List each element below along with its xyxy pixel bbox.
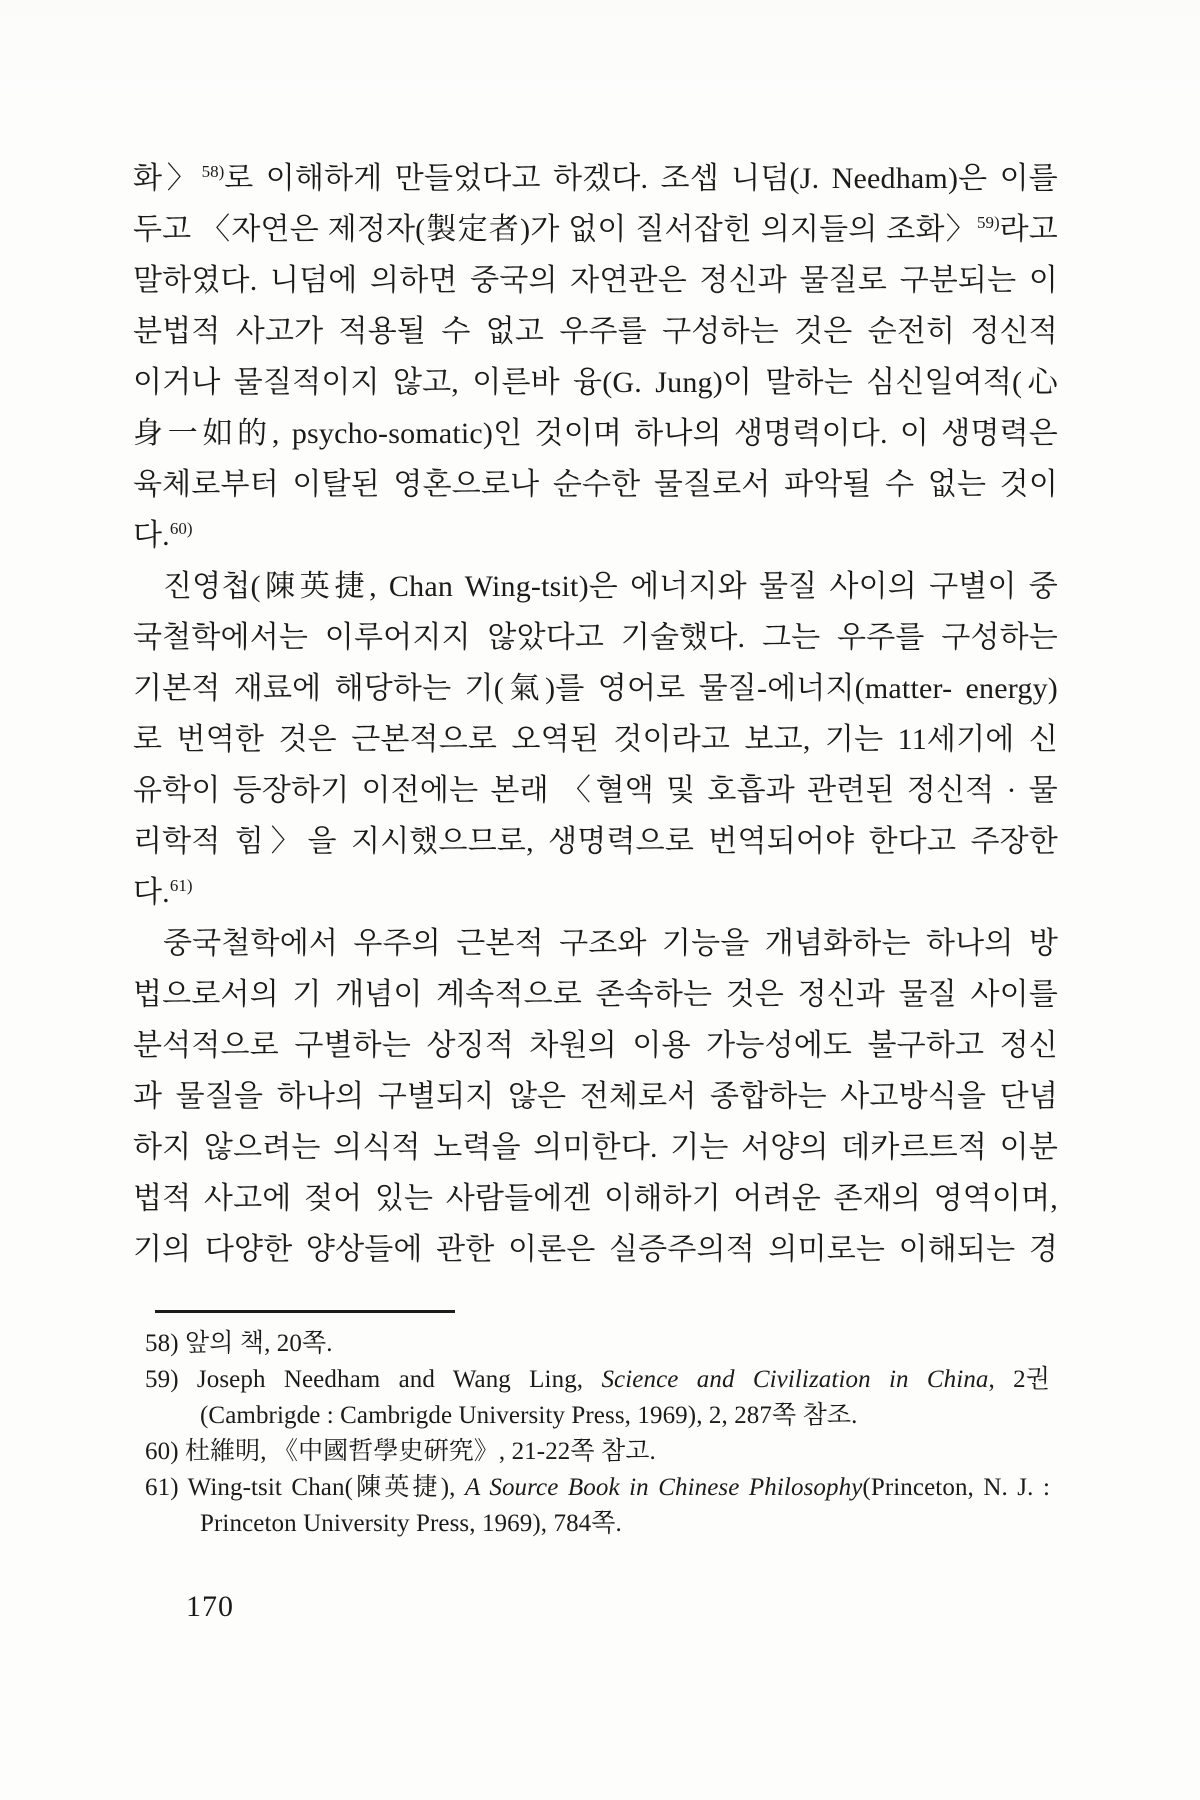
text-line: 리학적 힘〉을 지시했으므로, 생명력으로 번역되어야 한다고 주장한 — [133, 825, 1058, 858]
text-line: 다.$^{61)}$ — [133, 876, 193, 909]
text-line: 기의 다양한 양상들에 관한 이론은 실증주의적 의미로는 이해되는 경 — [133, 1233, 1058, 1266]
text-line: 다.$^{60)}$ — [133, 519, 193, 552]
text-line: 진영첩(陳英捷, Chan Wing-tsit)은 에너지와 물질 사이의 구별이 중 — [163, 570, 1058, 603]
text-line: 과 물질을 하나의 구별되지 않은 전체로서 종합하는 사고방식을 단념 — [133, 1080, 1058, 1113]
text-line: 두고 〈자연은 제정자(製定者)가 없이 질서잡힌 의지들의 조화〉$^{59)}$라고 — [133, 213, 1058, 246]
text-line: 身一如的, psycho-somatic)인 것이며 하나의 생명력이다. 이 생명력은 — [133, 417, 1058, 450]
text-line: 기본적 재료에 해당하는 기(氣)를 영어로 물질-에너지(matter- energy) — [133, 672, 1058, 705]
text-line: 국철학에서는 이루어지지 않았다고 기술했다. 그는 우주를 구성하는 — [133, 621, 1058, 654]
text-line: 59) Joseph Needham and Wang Ling, Science and Civilization in China, 2권 — [145, 1366, 1050, 1393]
body-text — [133, 153, 1058, 1275]
text-line: 육체로부터 이탈된 영혼으로나 순수한 물질로서 파악될 수 없는 것이 — [133, 468, 1058, 501]
text-line: 58) 앞의 책, 20쪽. — [145, 1330, 333, 1357]
text-line: 61) Wing-tsit Chan(陳英捷), A Source Book in Chinese Philosophy(Princeton, N. J. : — [145, 1474, 1050, 1501]
text-line: 말하였다. 니덤에 의하면 중국의 자연관은 정신과 물질로 구분되는 이 — [133, 264, 1058, 297]
text-line: 법으로서의 기 개념이 계속적으로 존속하는 것은 정신과 물질 사이를 — [133, 978, 1058, 1011]
page-number: 170 — [186, 1590, 234, 1623]
text-line: 분석적으로 구별하는 상징적 차원의 이용 가능성에도 불구하고 정신 — [133, 1029, 1058, 1062]
text-line: 중국철학에서 우주의 근본적 구조와 기능을 개념화하는 하나의 방 — [163, 927, 1058, 960]
text-line: 60) 杜維明, 《中國哲學史硏究》, 21-22쪽 참고. — [145, 1438, 656, 1465]
text-line: 분법적 사고가 적용될 수 없고 우주를 구성하는 것은 순전히 정신적 — [133, 315, 1058, 348]
text-line: 법적 사고에 젖어 있는 사람들에겐 이해하기 어려운 존재의 영역이며, — [133, 1182, 1058, 1215]
footnotes — [145, 1326, 1050, 1542]
text-line: 하지 않으려는 의식적 노력을 의미한다. 기는 서양의 데카르트적 이분 — [133, 1131, 1058, 1164]
text-line: 로 번역한 것은 근본적으로 오역된 것이라고 보고, 기는 11세기에 신 — [133, 723, 1058, 756]
text-line: 이거나 물질적이지 않고, 이른바 융(G. Jung)이 말하는 심신일여적(心 — [133, 366, 1058, 399]
text-line: (Cambrigde : Cambrigde University Press, 1969), 2, 287쪽 참조. — [200, 1402, 858, 1429]
text-line: 유학이 등장하기 이전에는 본래 〈혈액 및 호흡과 관련된 정신적 · 물 — [133, 774, 1058, 807]
footnote-separator — [155, 1310, 455, 1313]
text-line: 화〉$^{58)}$로 이해하게 만들었다고 하겠다. 조셉 니덤(J. Needham)은 이를 — [133, 162, 1058, 195]
text-line: Princeton University Press, 1969), 784쪽. — [200, 1510, 622, 1537]
